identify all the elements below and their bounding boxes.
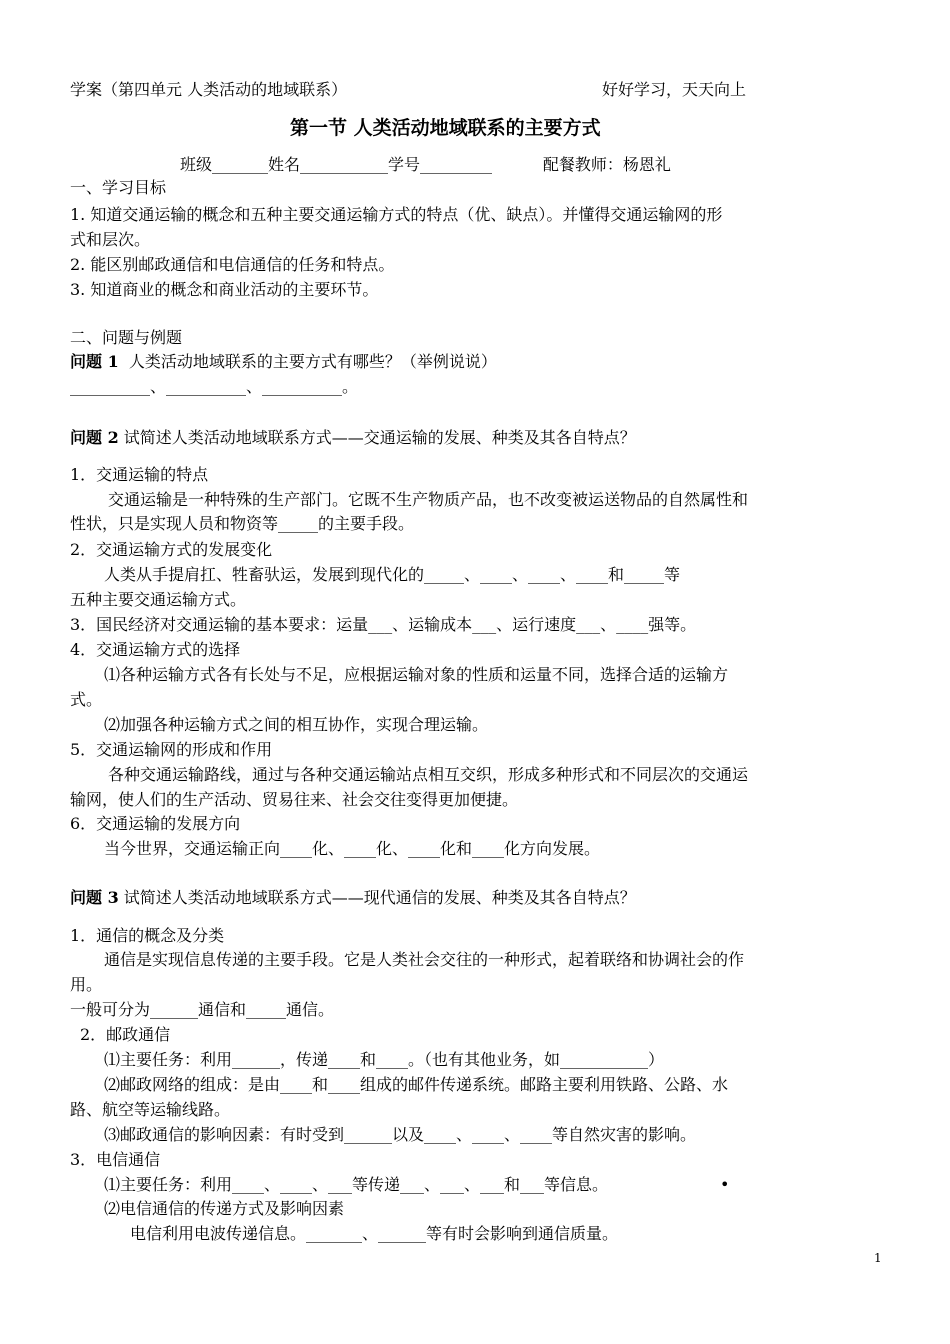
question-3 [70, 888, 636, 908]
q2-line-5: 人类从手提肩扛、牲畜驮运，发展到现代化的_____、____、____、____和_____等 [104, 565, 681, 584]
q3-line-3: 用。 [70, 975, 103, 994]
question-1 [70, 352, 497, 372]
header-right: 好好学习，天天向上 [602, 80, 747, 99]
q2-line-3: 性状，只是实现人员和物资等_____的主要手段。 [70, 514, 415, 533]
q2-line-2: 交通运输是一种特殊的生产部门。它既不生产物质产品，也不改变被运送物品的自然属性和 [108, 490, 749, 509]
goal-item-1-cont: 式和层次。 [70, 230, 151, 249]
q2-line-14: 输网，使人们的生产活动、贸易往来、社会交往变得更加便捷。 [70, 790, 519, 809]
q3-line-12: ⑵电信通信的传递方式及影响因素 [104, 1199, 345, 1218]
q3-line-2: 通信是实现信息传递的主要手段。它是人类社会交往的一种形式，起着联络和协调社会的作 [104, 950, 745, 969]
q3-line-10: 3．电信通信 [70, 1150, 161, 1169]
question-2-text: 试简述人类活动地域联系方式——交通运输的发展、种类及其各自特点？ [118, 428, 636, 447]
q2-line-11: ⑵加强各种运输方式之间的相互协作，实现合理运输。 [104, 715, 489, 734]
section-heading-questions: 二、问题与例题 [70, 328, 183, 347]
question-3-label: 问题 3 [70, 888, 119, 907]
question-1-blanks: __________、__________、__________。 [70, 377, 359, 396]
q3-line-5: 2．邮政通信 [80, 1025, 171, 1044]
q3-line-6: ⑴主要任务：利用______，传递____和____。（也有其他业务，如___________） [104, 1050, 665, 1069]
q2-line-13: 各种交通运输路线，通过与各种交通运输站点相互交织，形成多种形式和不同层次的交通运 [108, 765, 749, 784]
q2-line-8: 4．交通运输方式的选择 [70, 640, 241, 659]
section-heading-goals: 一、学习目标 [70, 178, 167, 197]
question-2-label: 问题 2 [70, 428, 119, 447]
bullet-dot: • [720, 1175, 730, 1194]
question-1-label: 问题 1 [70, 352, 119, 371]
q2-line-1: 1．交通运输的特点 [70, 465, 209, 484]
goal-item-3: 3. 知道商业的概念和商业活动的主要环节。 [70, 280, 379, 299]
q2-line-16: 当今世界，交通运输正向____化、____化、____化和____化方向发展。 [104, 839, 601, 858]
q3-line-13: 电信利用电波传递信息。_______、______等有时会影响到通信质量。 [130, 1224, 619, 1243]
page-number: 1 [874, 1251, 882, 1265]
question-1-text: 人类活动地域联系的主要方式有哪些？（举例说说） [118, 352, 497, 371]
q2-line-9: ⑴各种运输方式各有长处与不足，应根据运输对象的性质和运量不同，选择合适的运输方 [104, 665, 729, 684]
q3-line-8: 路、航空等运输线路。 [70, 1100, 231, 1119]
q3-line-9: ⑶邮政通信的影响因素：有时受到______以及____、____、____等自然灾害的影响。 [104, 1125, 697, 1144]
q3-line-1: 1．通信的概念及分类 [70, 926, 225, 945]
q3-line-11: ⑴主要任务：利用____、____、___等传递___、___、___和___等信息。 [104, 1175, 609, 1194]
question-3-text: 试简述人类活动地域联系方式——现代通信的发展、种类及其各自特点？ [118, 888, 636, 907]
q2-line-7: 3．国民经济对交通运输的基本要求：运量___、运输成本___、运行速度___、____强等。 [70, 615, 697, 634]
q2-line-12: 5．交通运输网的形成和作用 [70, 740, 273, 759]
goal-item-2: 2. 能区别邮政通信和电信通信的任务和特点。 [70, 255, 395, 274]
goal-item-1: 1. 知道交通运输的概念和五种主要交通运输方式的特点（优、缺点）。并懂得交通运输网的形 [70, 205, 723, 224]
header-left: 学案（第四单元 人类活动的地域联系） [70, 80, 348, 99]
page-title: 第一节 人类活动地域联系的主要方式 [290, 117, 601, 139]
info-line: 班级_______姓名___________学号_________ 配餐教师：杨恩礼 [180, 155, 671, 174]
question-2 [70, 428, 636, 448]
q2-line-15: 6．交通运输的发展方向 [70, 814, 241, 833]
q2-line-10: 式。 [70, 690, 103, 709]
q2-line-4: 2．交通运输方式的发展变化 [70, 540, 273, 559]
q2-line-6: 五种主要交通运输方式。 [70, 590, 247, 609]
q3-line-7: ⑵邮政网络的组成：是由____和____组成的邮件传递系统。邮路主要利用铁路、公路、水 [104, 1075, 729, 1094]
q3-line-4: 一般可分为______通信和_____通信。 [70, 1000, 335, 1019]
